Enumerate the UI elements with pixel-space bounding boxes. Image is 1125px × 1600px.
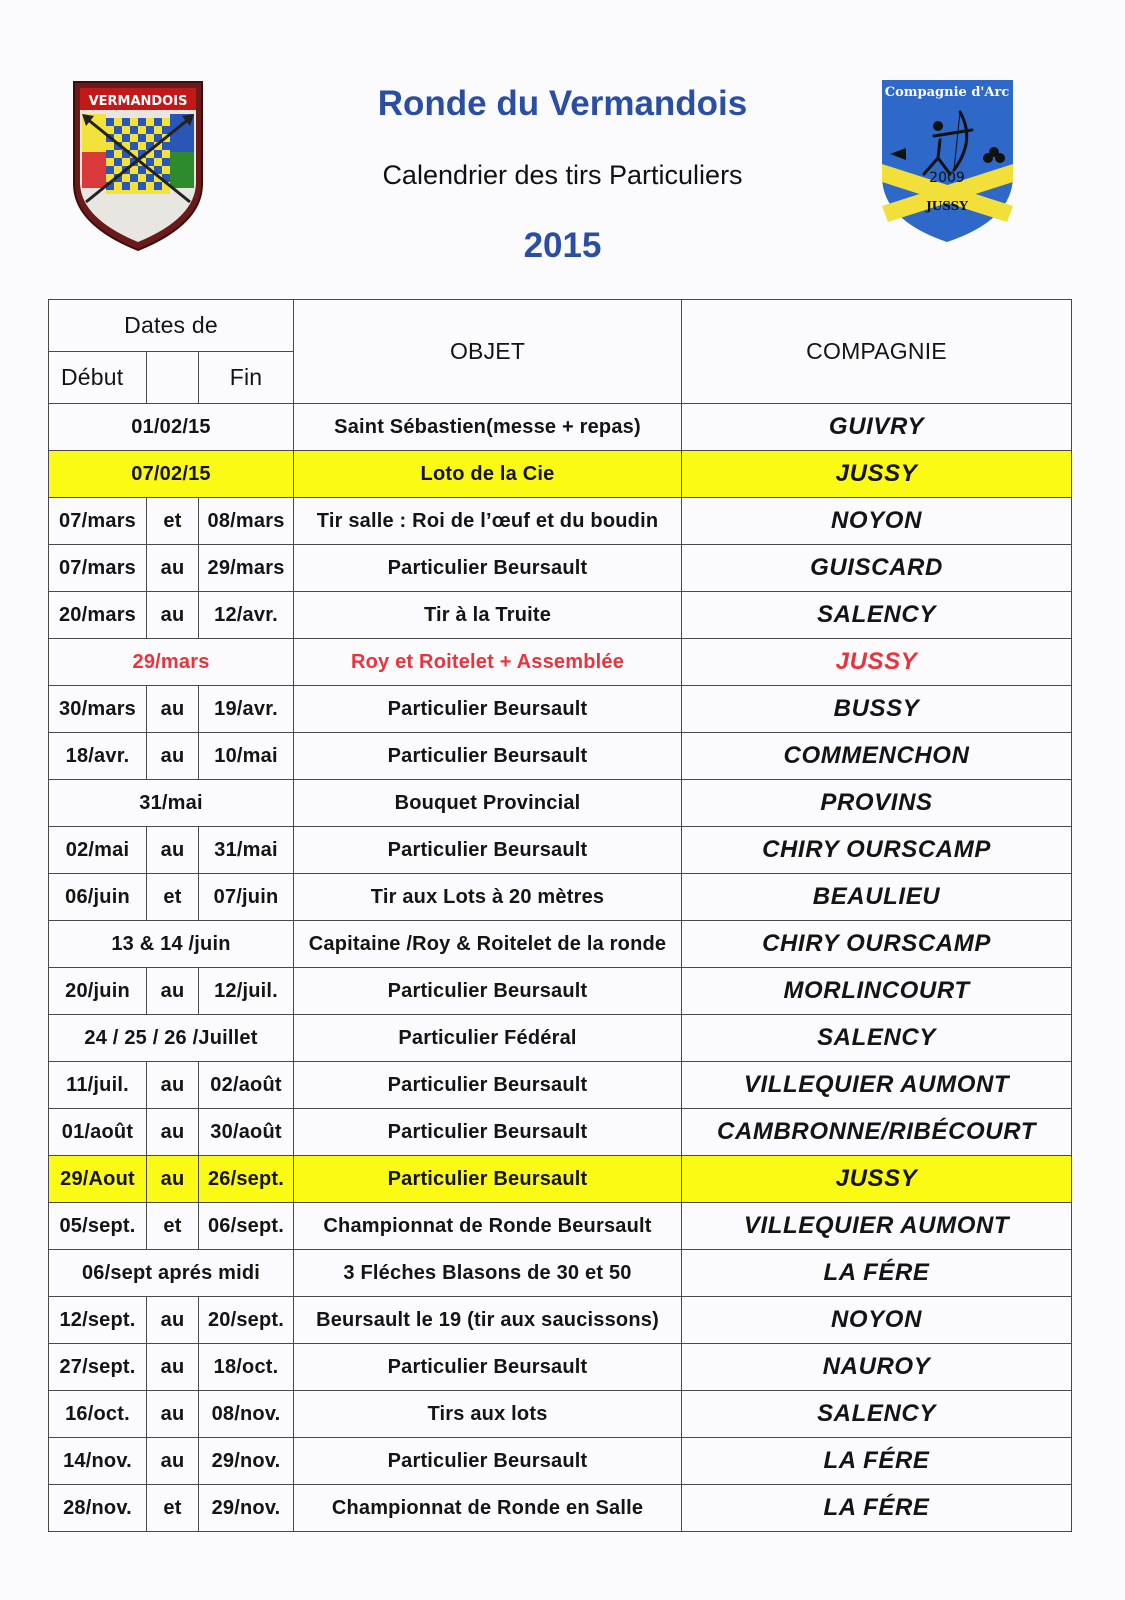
end-date-cell: 06/sept. bbox=[199, 1203, 294, 1250]
calendar-table bbox=[48, 299, 1072, 1532]
date-cell: 24 / 25 / 26 /Juillet bbox=[49, 1015, 294, 1062]
compagnie-cell: VILLEQUIER AUMONT bbox=[682, 1062, 1072, 1109]
date-separator-cell: au bbox=[147, 733, 199, 780]
objet-cell: Championnat de Ronde Beursault bbox=[294, 1203, 682, 1250]
date-cell: 31/mai bbox=[49, 780, 294, 827]
objet-cell: Particulier Beursault bbox=[294, 968, 682, 1015]
objet-cell: Particulier Beursault bbox=[294, 1438, 682, 1485]
table-row bbox=[49, 827, 1072, 874]
date-separator-cell: et bbox=[147, 1485, 199, 1532]
compagnie-cell: COMMENCHON bbox=[682, 733, 1072, 780]
compagnie-logo-name: JUSSY bbox=[926, 199, 968, 213]
page-year: 2015 bbox=[523, 226, 602, 265]
start-date-cell: 01/août bbox=[49, 1109, 147, 1156]
start-date-cell: 30/mars bbox=[49, 686, 147, 733]
header-debut: Début bbox=[49, 352, 147, 404]
date-cell: 13 & 14 /juin bbox=[49, 921, 294, 968]
compagnie-cell: CAMBRONNE/RIBÉCOURT bbox=[682, 1109, 1072, 1156]
compagnie-cell: GUIVRY bbox=[682, 404, 1072, 451]
page-subtitle: Calendrier des tirs Particuliers bbox=[382, 160, 743, 190]
table-row bbox=[49, 686, 1072, 733]
date-separator-cell: au bbox=[147, 1062, 199, 1109]
start-date-cell: 27/sept. bbox=[49, 1344, 147, 1391]
end-date-cell: 10/mai bbox=[199, 733, 294, 780]
end-date-cell: 12/avr. bbox=[199, 592, 294, 639]
date-separator-cell: et bbox=[147, 874, 199, 921]
compagnie-cell: CHIRY OURSCAMP bbox=[682, 921, 1072, 968]
compagnie-jussy-logo bbox=[880, 78, 1015, 244]
end-date-cell: 19/avr. bbox=[199, 686, 294, 733]
objet-cell: Particulier Beursault bbox=[294, 1062, 682, 1109]
end-date-cell: 12/juil. bbox=[199, 968, 294, 1015]
objet-cell: Tir salle : Roi de l’œuf et du boudin bbox=[294, 498, 682, 545]
table-row bbox=[49, 592, 1072, 639]
end-date-cell: 07/juin bbox=[199, 874, 294, 921]
header-fin: Fin bbox=[199, 352, 294, 404]
objet-cell: Tirs aux lots bbox=[294, 1391, 682, 1438]
table-row bbox=[49, 1438, 1072, 1485]
table-row bbox=[49, 874, 1072, 921]
objet-cell: Roy et Roitelet + Assemblée bbox=[294, 639, 682, 686]
compagnie-cell: GUISCARD bbox=[682, 545, 1072, 592]
table-row bbox=[49, 545, 1072, 592]
table-row bbox=[49, 451, 1072, 498]
compagnie-cell: JUSSY bbox=[682, 639, 1072, 686]
objet-cell: Particulier Fédéral bbox=[294, 1015, 682, 1062]
compagnie-cell: LA FÉRE bbox=[682, 1438, 1072, 1485]
date-separator-cell: au bbox=[147, 968, 199, 1015]
compagnie-logo-text: Compagnie d'Arc bbox=[884, 85, 1010, 100]
start-date-cell: 07/mars bbox=[49, 498, 147, 545]
objet-cell: Particulier Beursault bbox=[294, 1344, 682, 1391]
objet-cell: Particulier Beursault bbox=[294, 733, 682, 780]
table-row bbox=[49, 498, 1072, 545]
end-date-cell: 30/août bbox=[199, 1109, 294, 1156]
date-separator-cell: au bbox=[147, 1109, 199, 1156]
table-row bbox=[49, 1156, 1072, 1203]
date-separator-cell: au bbox=[147, 545, 199, 592]
date-separator-cell: au bbox=[147, 686, 199, 733]
header-row-1 bbox=[49, 300, 1072, 352]
start-date-cell: 07/mars bbox=[49, 545, 147, 592]
compagnie-cell: NAUROY bbox=[682, 1344, 1072, 1391]
header-dates-de: Dates de bbox=[49, 300, 294, 352]
compagnie-cell: NOYON bbox=[682, 1297, 1072, 1344]
table-row bbox=[49, 1015, 1072, 1062]
date-separator-cell: au bbox=[147, 1156, 199, 1203]
end-date-cell: 20/sept. bbox=[199, 1297, 294, 1344]
start-date-cell: 12/sept. bbox=[49, 1297, 147, 1344]
start-date-cell: 14/nov. bbox=[49, 1438, 147, 1485]
date-separator-cell: au bbox=[147, 1344, 199, 1391]
start-date-cell: 02/mai bbox=[49, 827, 147, 874]
start-date-cell: 20/mars bbox=[49, 592, 147, 639]
date-separator-cell: au bbox=[147, 592, 199, 639]
compagnie-cell: SALENCY bbox=[682, 592, 1072, 639]
table-row bbox=[49, 1203, 1072, 1250]
compagnie-cell: MORLINCOURT bbox=[682, 968, 1072, 1015]
compagnie-cell: PROVINS bbox=[682, 780, 1072, 827]
end-date-cell: 02/août bbox=[199, 1062, 294, 1109]
compagnie-cell: VILLEQUIER AUMONT bbox=[682, 1203, 1072, 1250]
compagnie-cell: BUSSY bbox=[682, 686, 1072, 733]
header-compagnie: COMPAGNIE bbox=[682, 300, 1072, 404]
date-separator-cell: au bbox=[147, 827, 199, 874]
objet-cell: Championnat de Ronde en Salle bbox=[294, 1485, 682, 1532]
date-separator-cell: au bbox=[147, 1438, 199, 1485]
end-date-cell: 29/mars bbox=[199, 545, 294, 592]
date-cell: 01/02/15 bbox=[49, 404, 294, 451]
objet-cell: Particulier Beursault bbox=[294, 1156, 682, 1203]
compagnie-cell: SALENCY bbox=[682, 1391, 1072, 1438]
end-date-cell: 26/sept. bbox=[199, 1156, 294, 1203]
compagnie-cell: LA FÉRE bbox=[682, 1485, 1072, 1532]
start-date-cell: 11/juil. bbox=[49, 1062, 147, 1109]
objet-cell: Particulier Beursault bbox=[294, 1109, 682, 1156]
end-date-cell: 08/mars bbox=[199, 498, 294, 545]
objet-cell: Particulier Beursault bbox=[294, 545, 682, 592]
objet-cell: Bouquet Provincial bbox=[294, 780, 682, 827]
end-date-cell: 18/oct. bbox=[199, 1344, 294, 1391]
date-cell: 06/sept aprés midi bbox=[49, 1250, 294, 1297]
header-empty bbox=[147, 352, 199, 404]
compagnie-cell: JUSSY bbox=[682, 1156, 1072, 1203]
start-date-cell: 18/avr. bbox=[49, 733, 147, 780]
start-date-cell: 20/juin bbox=[49, 968, 147, 1015]
table-row bbox=[49, 1250, 1072, 1297]
table-row bbox=[49, 404, 1072, 451]
objet-cell: Tir aux Lots à 20 mètres bbox=[294, 874, 682, 921]
objet-cell: Saint Sébastien(messe + repas) bbox=[294, 404, 682, 451]
start-date-cell: 05/sept. bbox=[49, 1203, 147, 1250]
date-cell: 29/mars bbox=[49, 639, 294, 686]
compagnie-cell: NOYON bbox=[682, 498, 1072, 545]
table-row bbox=[49, 1062, 1072, 1109]
start-date-cell: 28/nov. bbox=[49, 1485, 147, 1532]
table-row bbox=[49, 1297, 1072, 1344]
table-row bbox=[49, 1485, 1072, 1532]
header-objet: OBJET bbox=[294, 300, 682, 404]
vermandois-logo-text: VERMANDOIS bbox=[88, 94, 188, 109]
date-separator-cell: et bbox=[147, 498, 199, 545]
objet-cell: Particulier Beursault bbox=[294, 686, 682, 733]
compagnie-cell: CHIRY OURSCAMP bbox=[682, 827, 1072, 874]
objet-cell: Beursault le 19 (tir aux saucissons) bbox=[294, 1297, 682, 1344]
page-title: Ronde du Vermandois bbox=[377, 84, 748, 123]
date-cell: 07/02/15 bbox=[49, 451, 294, 498]
end-date-cell: 29/nov. bbox=[199, 1438, 294, 1485]
objet-cell: 3 Fléches Blasons de 30 et 50 bbox=[294, 1250, 682, 1297]
table-row bbox=[49, 1391, 1072, 1438]
compagnie-cell: LA FÉRE bbox=[682, 1250, 1072, 1297]
date-separator-cell: et bbox=[147, 1203, 199, 1250]
table-row bbox=[49, 968, 1072, 1015]
table-row bbox=[49, 639, 1072, 686]
objet-cell: Loto de la Cie bbox=[294, 451, 682, 498]
compagnie-cell: SALENCY bbox=[682, 1015, 1072, 1062]
table-row bbox=[49, 733, 1072, 780]
table-row bbox=[49, 1109, 1072, 1156]
start-date-cell: 29/Aout bbox=[49, 1156, 147, 1203]
end-date-cell: 31/mai bbox=[199, 827, 294, 874]
table-row bbox=[49, 780, 1072, 827]
date-separator-cell: au bbox=[147, 1391, 199, 1438]
table-row bbox=[49, 1344, 1072, 1391]
date-separator-cell: au bbox=[147, 1297, 199, 1344]
table-row bbox=[49, 921, 1072, 968]
end-date-cell: 29/nov. bbox=[199, 1485, 294, 1532]
start-date-cell: 16/oct. bbox=[49, 1391, 147, 1438]
objet-cell: Capitaine /Roy & Roitelet de la ronde bbox=[294, 921, 682, 968]
compagnie-cell: JUSSY bbox=[682, 451, 1072, 498]
objet-cell: Particulier Beursault bbox=[294, 827, 682, 874]
compagnie-cell: BEAULIEU bbox=[682, 874, 1072, 921]
compagnie-logo-year: 2009 bbox=[929, 170, 965, 186]
start-date-cell: 06/juin bbox=[49, 874, 147, 921]
objet-cell: Tir à la Truite bbox=[294, 592, 682, 639]
end-date-cell: 08/nov. bbox=[199, 1391, 294, 1438]
